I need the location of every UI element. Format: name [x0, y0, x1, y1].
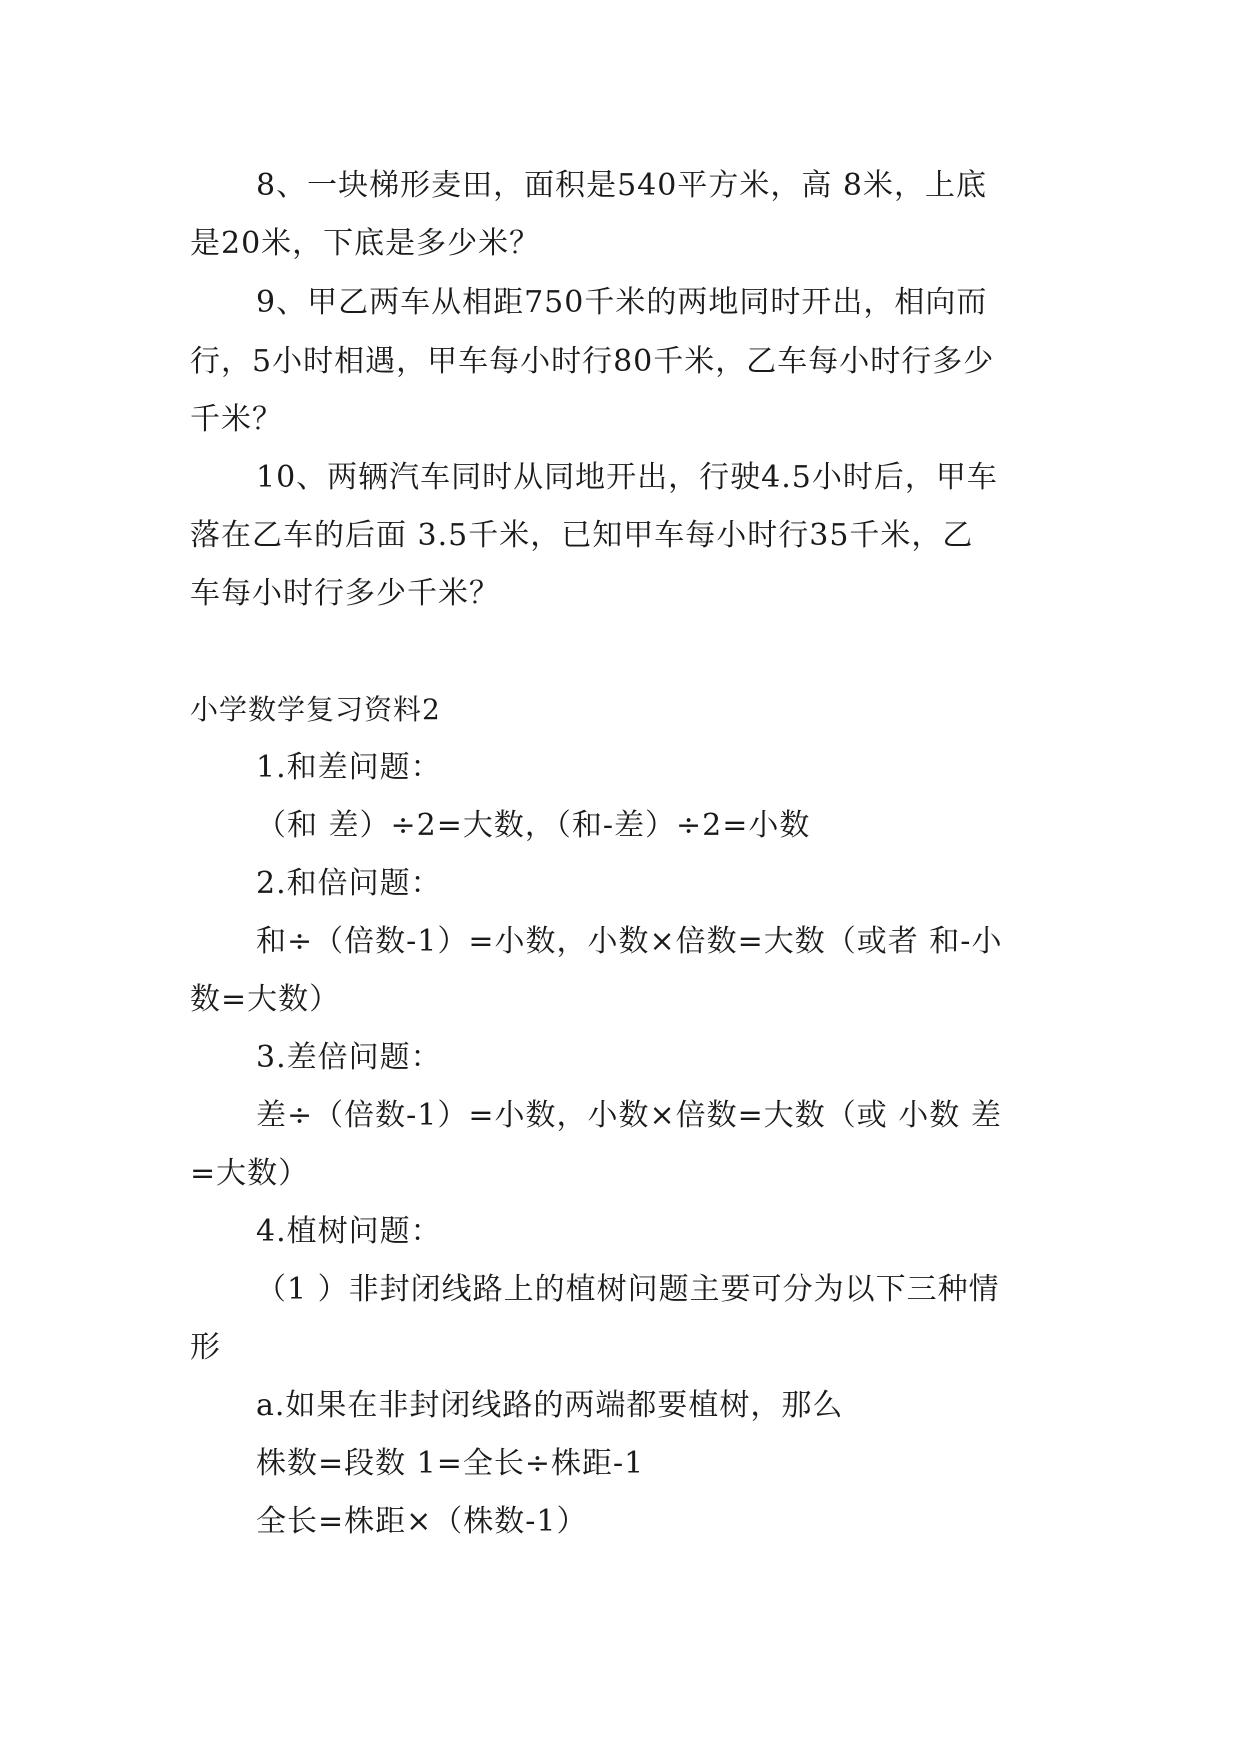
topic-1-heading: 1.和差问题：	[256, 750, 442, 785]
topic-3-formula-line-2: =大数）	[190, 1156, 310, 1191]
section-title: 小学数学复习资料2	[190, 693, 441, 726]
topic-4-subheading-line-2: 形	[190, 1330, 221, 1365]
problem-9-line-3: 千米？	[190, 402, 283, 437]
topic-4-case-a: a.如果在非封闭线路的两端都要植树，那么	[256, 1388, 844, 1423]
topic-2-heading: 2.和倍问题：	[256, 866, 442, 901]
topic-4-heading: 4.植树问题：	[256, 1214, 442, 1249]
problem-9-line-1: 9、甲乙两车从相距750千米的两地同时开出，相向而	[256, 285, 988, 320]
problem-8-line-2: 是20米，下底是多少米？	[190, 226, 541, 261]
topic-2-formula-line-2: 数=大数）	[190, 982, 341, 1017]
topic-4-subheading-line-1: （1 ）非封闭线路上的植树问题主要可分为以下三种情	[256, 1272, 1000, 1307]
problem-8-line-1: 8、一块梯形麦田，面积是540平方米，高 8米，上底	[256, 168, 987, 203]
topic-3-formula-line-1: 差÷（倍数-1）=小数，小数×倍数=大数（或 小数 差	[256, 1098, 1002, 1133]
topic-3-heading: 3.差倍问题：	[256, 1040, 442, 1075]
topic-2-formula-line-1: 和÷（倍数-1）=小数，小数×倍数=大数（或者 和-小	[256, 924, 1003, 959]
topic-4-formula-1: 株数=段数 1=全长÷株距-1	[256, 1446, 645, 1481]
problem-10-line-2: 落在乙车的后面 3.5千米，已知甲车每小时行35千米，乙	[190, 518, 974, 553]
topic-4-formula-2: 全长=株距×（株数-1）	[256, 1504, 588, 1539]
topic-1-formula: （和 差）÷2=大数，（和-差）÷2=小数	[256, 808, 811, 843]
problem-10-line-1: 10、两辆汽车同时从同地开出，行驶4.5小时后，甲车	[256, 460, 998, 495]
problem-10-line-3: 车每小时行多少千米？	[190, 576, 500, 611]
problem-9-line-2: 行，5小时相遇，甲车每小时行80千米，乙车每小时行多少	[190, 344, 995, 379]
